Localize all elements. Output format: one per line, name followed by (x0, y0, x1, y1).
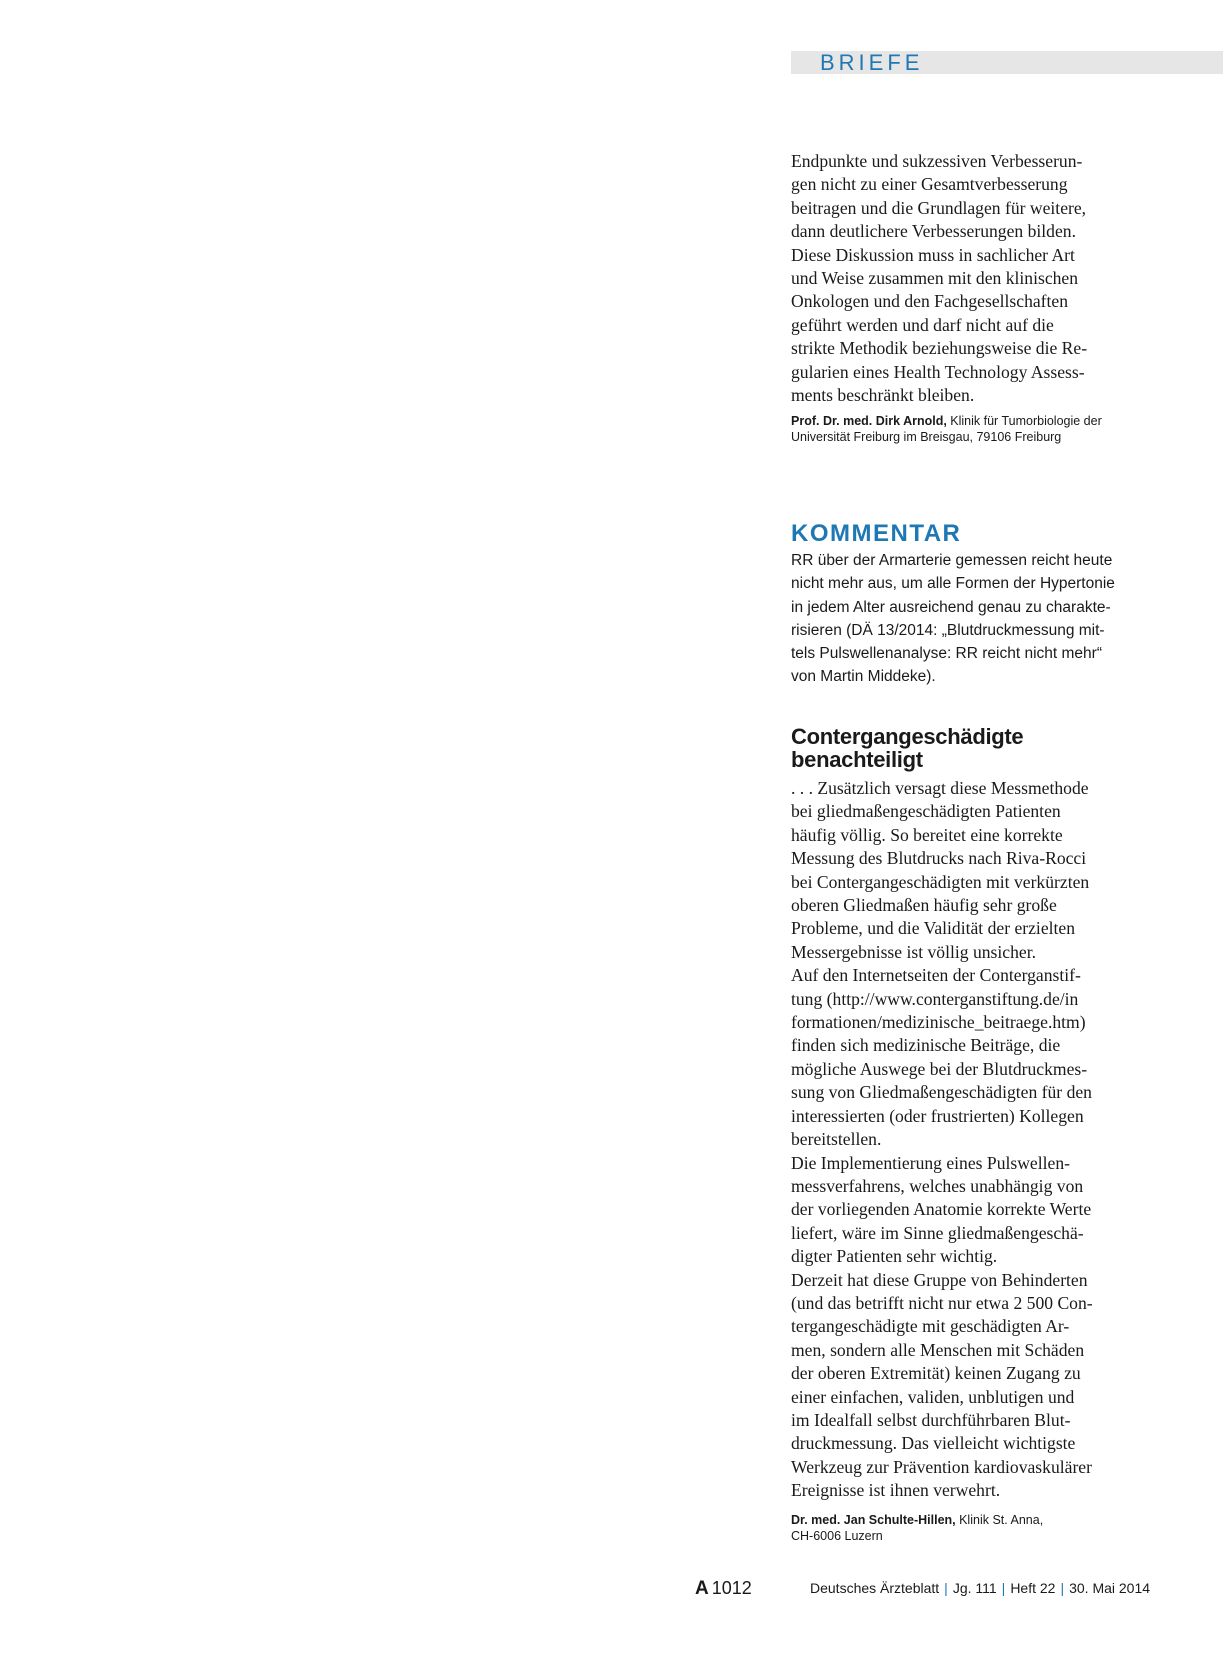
page-number-value: 1012 (711, 1578, 752, 1598)
letter-title: Contergangeschädigte benachteiligt (791, 724, 1024, 772)
letter-arnold (791, 150, 1123, 445)
footer-separator: | (1001, 1580, 1006, 1596)
journal-name: Deutsches Ärzteblatt (810, 1580, 940, 1596)
journal-volume: Jg. 111 (952, 1580, 997, 1596)
journal-issue: Heft 22 (1010, 1580, 1056, 1596)
section-header-bar (791, 51, 1223, 74)
kommentar-heading: KOMMENTAR (791, 520, 962, 547)
journal-date: 30. Mai 2014 (1069, 1580, 1151, 1596)
letter-schulte-hillen-signature (791, 1512, 1123, 1544)
letter-arnold-body: Endpunkte und sukzessiven Verbesserun- gen nicht zu einer Gesamtverbesserung beitragen und die Grundlagen für weitere, dann deutlichere Verbesserungen bilden. Diese Diskussion muss in sachlicher Art und Weise zusammen mit den klinischen Onkologen und den Fachgesellschaften geführt werden und darf nicht auf die strikte Methodik beziehungsweise die Re- gularien eines Health Technology Assess- ments beschränkt bleiben. (791, 151, 1088, 406)
kommentar-block (791, 520, 1123, 689)
kommentar-text: RR über der Armarterie gemessen reicht heute nicht mehr aus, um alle Formen der Hypertonie in jedem Alter ausreichend genau zu charakte- risieren (DÄ 13/2014: „Blutdruckmessung mit- tels Pulswellenanalyse: RR reicht nicht mehr“ von Martin Middeke). (791, 552, 1115, 686)
letter-schulte-hillen (791, 725, 1123, 1544)
letter-schulte-hillen-affiliation: Klinik St. Anna, CH-6006 Luzern (791, 1512, 1044, 1543)
letter-arnold-signature (791, 413, 1123, 445)
journal-info (810, 1576, 1150, 1600)
section-label: BRIEFE (820, 50, 924, 75)
letter-arnold-affiliation: Klinik für Tumorbiologie der Universität Freiburg im Breisgau, 79106 Freiburg (791, 414, 1102, 445)
footer-separator: | (944, 1580, 948, 1596)
page-prefix: A (695, 1578, 709, 1599)
letter-schulte-hillen-author: Dr. med. Jan Schulte-Hillen, (791, 1512, 956, 1527)
letter-schulte-hillen-body: . . . Zusätzlich versagt diese Messmethode bei gliedmaßengeschädigten Patienten häufig völlig. So bereitet eine korrekte Messung des Blutdrucks nach Riva-Rocci bei Contergangeschädigten mit verkürzten oberen Gliedmaßen häufig sehr große Probleme, und die Validität der erzielten Messergebnisse ist völlig unsicher. Auf den Internetseiten der Conterganstif- tung (http://www.conterganstiftung.de/in formationen/medizinische_beitraege.htm) finden sich medizinische Beiträge, die mögliche Auswege bei der Blutdruckmes- sung von Gliedmaßengeschädigten für den interessierten (oder frustrierten) Kollegen bereitstellen. Die Implementierung eines Pulswellen- messverfahrens, welches unabhängig von der vorliegenden Anatomie korrekte Werte liefert, wäre im Sinne gliedmaßengeschä- digter Patienten sehr wichtig. Derzeit hat diese Gruppe von Behinderten (und das betrifft nicht nur etwa 2 500 Con- tergangeschädigte mit geschädigten Ar- men, sondern alle Menschen mit Schäden der oberen Extremität) keinen Zugang zu einer einfachen, validen, unblutigen und im Idealfall selbst durchführbaren Blut- druckmessung. Das vielleicht wichtigste Werkzeug zur Prävention kardiovaskulärer Ereignisse ist ihnen verwehrt. (791, 778, 1093, 1501)
footer-separator: | (1060, 1580, 1065, 1596)
page-number (695, 1576, 752, 1600)
letter-arnold-author: Prof. Dr. med. Dirk Arnold, (791, 414, 947, 429)
